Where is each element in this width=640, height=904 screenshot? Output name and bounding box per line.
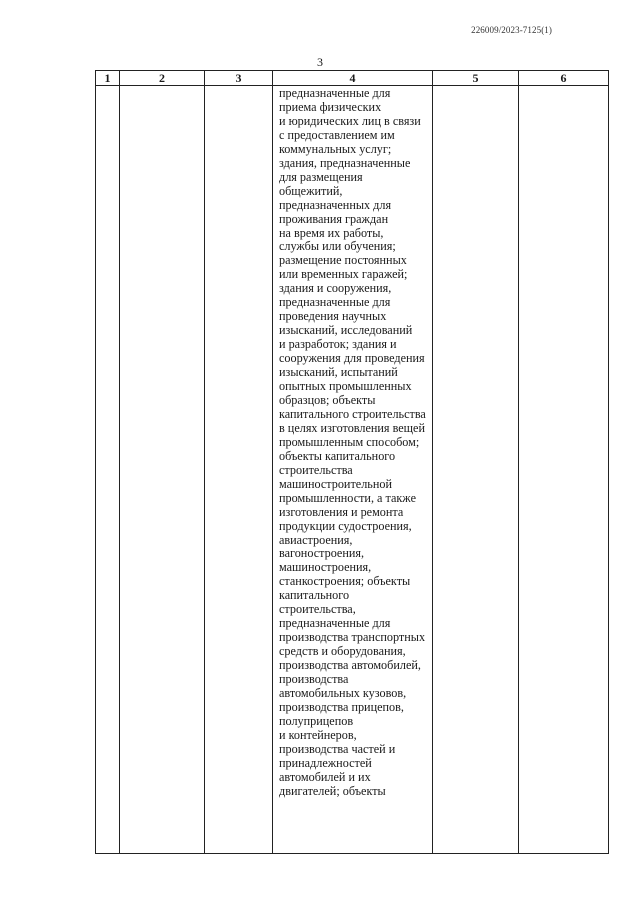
description-line: сооружения для проведения: [279, 351, 425, 366]
description-line: промышленным способом;: [279, 434, 420, 449]
description-line: станкостроения; объекты: [279, 574, 411, 589]
description-line: или временных гаражей;: [279, 267, 408, 282]
description-line: изготовления и ремонта: [279, 504, 404, 519]
column-header-4: 4: [273, 71, 433, 86]
column-header-1: 1: [96, 71, 120, 86]
description-line: промышленности, а также: [279, 490, 416, 505]
description-line: здания и сооружения,: [279, 281, 392, 296]
description-line: капитального: [279, 588, 350, 603]
description-line: производства прицепов,: [279, 699, 404, 714]
page-number: 3: [317, 55, 323, 69]
cell-col-6: [519, 86, 609, 854]
cell-col-1: [96, 86, 120, 854]
description-line: здания, предназначенные: [279, 155, 411, 170]
description-line: приема физических: [279, 99, 382, 114]
column-header-2: 2: [120, 71, 205, 86]
description-line: вагоностроения,: [279, 546, 365, 561]
description-line: полуприцепов: [279, 713, 354, 728]
land-use-table: [95, 70, 609, 854]
column-header-6: 6: [519, 71, 609, 86]
description-line: изысканий, исследований: [279, 323, 413, 338]
description-line: для размещения: [279, 169, 363, 184]
description-line: средств и оборудования,: [279, 644, 406, 659]
description-line: размещение постоянных: [279, 253, 407, 268]
cell-col-5: [433, 86, 519, 854]
description-line: образцов; объекты: [279, 392, 376, 407]
description-line: на время их работы,: [279, 225, 384, 240]
description-line: и разработок; здания и: [279, 337, 397, 352]
description-line: и юридических лиц в связи: [279, 113, 421, 128]
description-line: объекты капитального: [279, 448, 396, 463]
description-line: машиностроения,: [279, 560, 372, 575]
description-line: производства частей и: [279, 741, 396, 756]
description-line: авиастроения,: [279, 532, 353, 547]
cell-col-4-description: [273, 86, 433, 854]
description-line: проведения научных: [279, 309, 387, 324]
description-line: автомобилей и их: [279, 769, 371, 784]
cell-col-2: [120, 86, 205, 854]
description-line: продукции судостроения,: [279, 518, 412, 533]
description-line: с предоставлением им: [279, 127, 395, 142]
description-line: коммунальных услуг;: [279, 141, 392, 156]
column-header-5: 5: [433, 71, 519, 86]
description-line: строительства: [279, 462, 353, 477]
cell-col-3: [205, 86, 273, 854]
description-line: двигателей; объекты: [279, 783, 386, 798]
description-line: предназначенные для: [279, 616, 391, 631]
description-line: предназначенных для: [279, 197, 392, 212]
table-row: [96, 86, 609, 854]
description-line: машиностроительной: [279, 476, 392, 491]
document-id: 226009/2023-7125(1): [471, 25, 552, 35]
description-line: и контейнеров,: [279, 727, 357, 742]
description-line: строительства,: [279, 602, 356, 617]
description-line: производства: [279, 672, 349, 687]
description-line: предназначенные для: [279, 295, 391, 310]
description-line: капитального строительства: [279, 406, 426, 421]
description-line: производства транспортных: [279, 630, 426, 645]
description-line: в целях изготовления вещей: [279, 420, 425, 435]
description-line: общежитий,: [279, 183, 343, 198]
description-line: опытных промышленных: [279, 379, 412, 394]
description-line: предназначенные для: [279, 86, 391, 100]
description-line: принадлежностей: [279, 755, 372, 770]
table-header-row: [96, 71, 609, 86]
description-line: автомобильных кузовов,: [279, 685, 407, 700]
column-header-3: 3: [205, 71, 273, 86]
description-line: проживания граждан: [279, 211, 389, 226]
description-line: производства автомобилей,: [279, 658, 421, 673]
description-line: службы или обучения;: [279, 239, 396, 254]
description-line: изысканий, испытаний: [279, 365, 398, 380]
